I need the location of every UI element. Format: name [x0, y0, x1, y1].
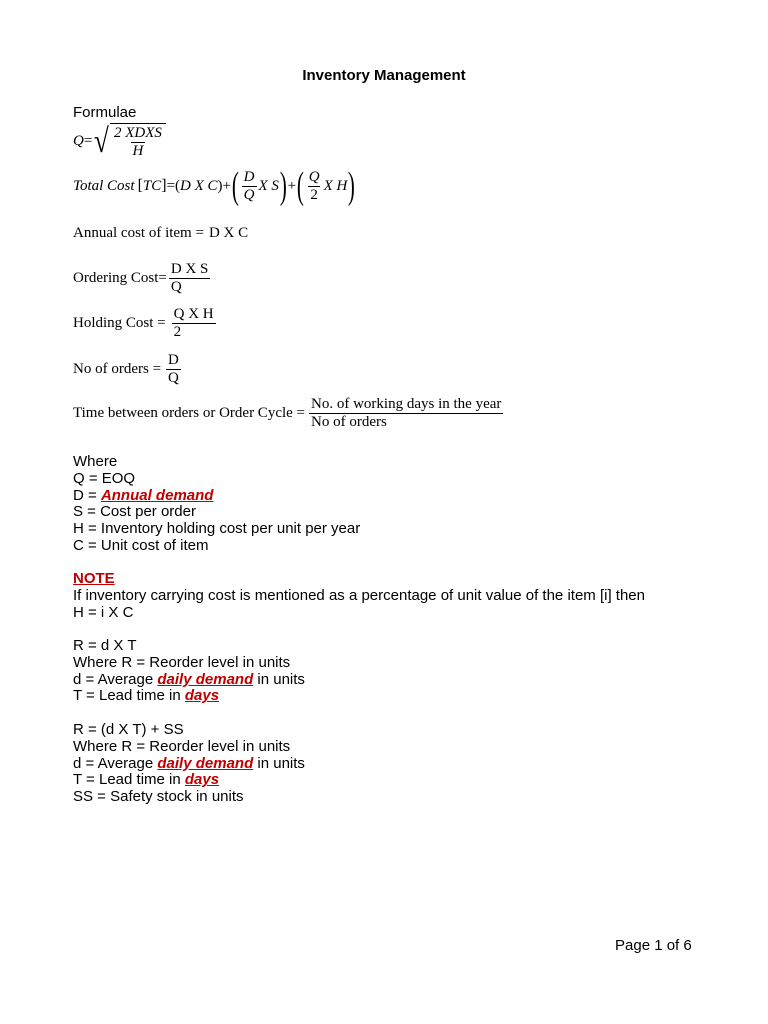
order-cycle-fraction: [309, 396, 503, 431]
dxc-term: D X C: [180, 177, 218, 194]
eoq-numerator: 2 XDXS: [113, 125, 162, 141]
no-of-orders-fraction: [166, 352, 181, 387]
holding-cost-line: [73, 306, 218, 341]
no-of-orders-label: No of orders =: [73, 361, 162, 377]
reorder-ss-d-definition: [73, 756, 305, 773]
note-heading: NOTE: [73, 570, 115, 587]
plus-sign-1: +: [222, 177, 232, 194]
total-cost-label: Total Cost: [73, 177, 135, 194]
reorder-d-suffix: in units: [253, 670, 305, 688]
xs-term: X S: [258, 177, 279, 194]
reorder-safety-stock-block: [73, 722, 305, 806]
ordering-cost-label: Ordering Cost: [73, 270, 159, 286]
where-definitions: [73, 454, 360, 555]
d-numerator: D: [243, 168, 255, 185]
annual-cost-line: [73, 225, 248, 242]
definition-c: C = Unit cost of item: [73, 536, 209, 554]
ordering-cost-numerator: D X S: [170, 261, 209, 277]
eoq-lhs: Q: [73, 133, 84, 149]
q-numerator: Q: [308, 168, 320, 185]
holding-cost-fraction: [172, 306, 216, 341]
no-of-orders-denominator: Q: [168, 370, 179, 386]
order-cycle-numerator: No. of working days in the year: [311, 396, 502, 412]
ordering-cost-fraction: [169, 261, 211, 296]
eoq-formula: [73, 123, 166, 160]
reorder-ss-d-suffix: in units: [253, 754, 305, 772]
note-line-1: If inventory carrying cost is mentioned as a percentage of unit value of the item [i] then: [73, 586, 645, 604]
reorder-t-definition: [73, 688, 305, 705]
days-highlight: days: [184, 687, 220, 705]
page-title: Inventory Management: [302, 67, 466, 84]
eoq-fraction: [112, 125, 164, 160]
holding-cost-numerator: Q X H: [173, 306, 214, 322]
note-block: [73, 571, 645, 621]
eoq-denominator: H: [132, 143, 144, 159]
annual-cost-label: Annual cost of item =: [73, 225, 204, 241]
xh-term: X H: [323, 177, 348, 194]
holding-cost-label: Holding Cost =: [73, 315, 166, 331]
reorder-t-prefix: T = Lead time in: [73, 687, 185, 705]
reorder-level-block: [73, 638, 305, 705]
definition-h: H = Inventory holding cost per unit per year: [73, 520, 361, 538]
reorder-ss-d-prefix: d = Average: [73, 754, 158, 772]
formulae-label: Formulae: [73, 104, 137, 121]
reorder-formula: R = d X T: [73, 637, 137, 654]
reorder-ss-t-prefix: T = Lead time in: [73, 771, 185, 789]
reorder-where-r: Where R = Reorder level in units: [73, 653, 291, 671]
days-highlight-2: days: [184, 771, 220, 789]
reorder-ss-t-definition: [73, 772, 305, 789]
daily-demand-highlight-2: daily demand: [157, 754, 254, 772]
annual-demand-highlight: Annual demand: [100, 486, 214, 504]
definition-s: S = Cost per order: [73, 503, 196, 521]
no-of-orders-line: [73, 352, 183, 387]
definition-d: [73, 488, 360, 505]
radical-sign-icon: √: [94, 122, 110, 160]
where-heading: Where: [73, 453, 118, 470]
ordering-cost-line: Ordering Cost = $\frac{\text{D X S}}{Q}$: [73, 261, 209, 295]
d-over-q-fraction: [242, 169, 257, 204]
safety-stock-definition: SS = Safety stock in units: [73, 788, 244, 806]
q-denominator: Q: [243, 186, 255, 203]
order-cycle-label: Time between orders or Order Cycle =: [73, 405, 306, 421]
q-over-2-fraction: [307, 169, 322, 204]
reorder-ss-formula: R = (d X T) + SS: [73, 721, 184, 738]
two-denominator: 2: [310, 186, 318, 203]
note-line-2: H = i X C: [73, 603, 134, 621]
definition-d-prefix: D =: [73, 486, 101, 504]
eoq-equals: =: [83, 133, 93, 149]
total-cost-formula: Total Cost [ TC ] =( D X C ) + ( $\frac{D}{Q}$ X S ) + ( $\frac{Q}{2}$ X H ): [73, 165, 356, 207]
page-number: Page 1 of 6: [615, 937, 692, 954]
order-cycle-line: [73, 396, 505, 431]
holding-cost-denominator: 2: [172, 323, 216, 341]
order-cycle-denominator: No of orders: [309, 413, 503, 431]
annual-cost-value: D X C: [208, 225, 249, 241]
daily-demand-highlight: daily demand: [157, 670, 254, 688]
ordering-cost-denominator: Q: [169, 278, 211, 296]
plus-sign-2: +: [287, 177, 297, 194]
tc-symbol: TC: [142, 177, 162, 194]
reorder-d-definition: [73, 672, 305, 689]
no-of-orders-numerator: D: [168, 352, 179, 368]
reorder-ss-where-r: Where R = Reorder level in units: [73, 737, 291, 755]
definition-q: Q = EOQ: [73, 469, 136, 487]
reorder-d-prefix: d = Average: [73, 670, 158, 688]
square-root: [92, 123, 166, 160]
